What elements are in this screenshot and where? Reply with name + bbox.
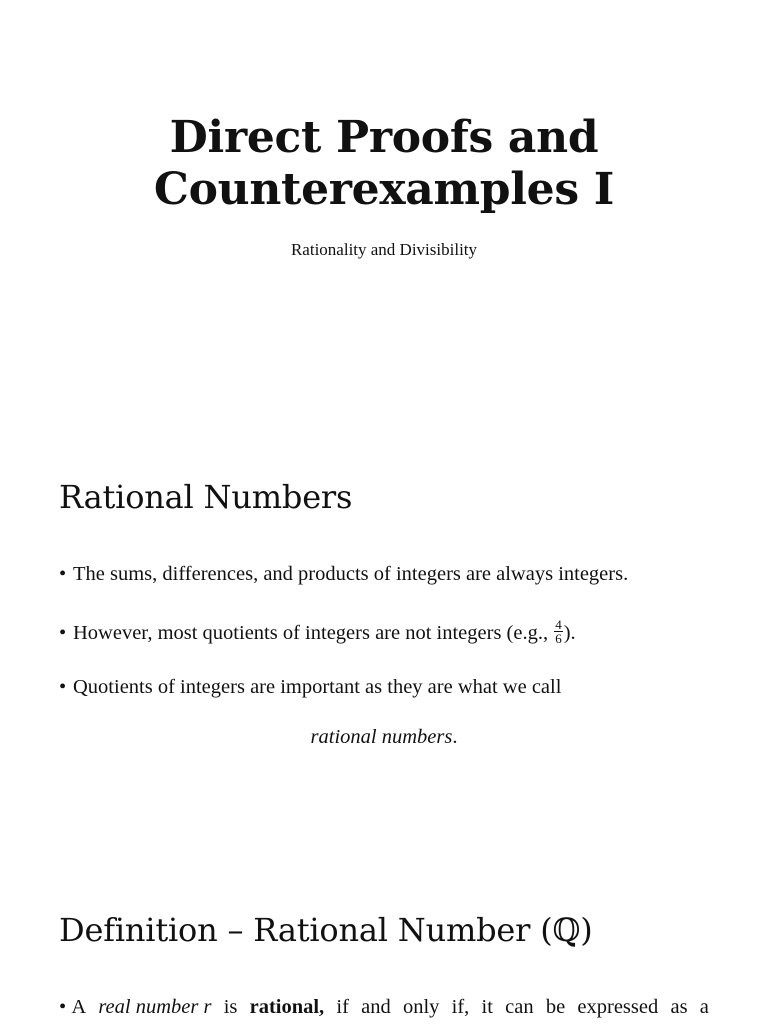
bullet-text-suffix: ). [563, 622, 576, 644]
slide-subtitle: Rationality and Divisibility [290, 240, 478, 259]
word: as [670, 996, 688, 1018]
fraction-denominator: 6 [555, 630, 562, 646]
bullet-text: The sums, differences, and products of integers are always integers. [73, 563, 629, 585]
word: is [223, 996, 238, 1018]
word: it [481, 996, 493, 1018]
bullet-item-2 [59, 616, 576, 648]
word: be [545, 996, 566, 1018]
definition-bullet [59, 994, 709, 1020]
term-real-number: real number r [98, 996, 212, 1018]
word: and [361, 996, 391, 1018]
bullet-dot: • A [59, 996, 87, 1018]
term-rational: rational, [249, 996, 325, 1018]
bullet-dot: • [59, 563, 67, 585]
bullet-item-3 [59, 674, 561, 700]
bullet-item-3-continuation [0, 724, 768, 750]
word: a [699, 996, 709, 1018]
slide-title [0, 112, 768, 216]
word: if, [451, 996, 470, 1018]
word: if [336, 996, 349, 1018]
section-heading-definition: Definition – Rational Number (ℚ) [59, 911, 593, 949]
slide-title-line-2: Counterexamples I [153, 164, 615, 215]
emphasis-rational-numbers: rational numbers [310, 726, 453, 748]
continuation-period: . [452, 726, 458, 748]
fraction-example [554, 618, 563, 645]
bullet-item-1 [59, 561, 628, 587]
word: only [402, 996, 440, 1018]
fraction-numerator: 4 [555, 616, 562, 632]
bullet-dot: • [59, 676, 67, 698]
section-heading-rational-numbers: Rational Numbers [59, 478, 353, 516]
slide-title-line-1: Direct Proofs and [169, 112, 599, 163]
word: can [505, 996, 534, 1018]
bullet-text: However, most quotients of integers are not integers (e.g., [73, 622, 554, 644]
bullet-dot: • [59, 622, 67, 644]
bullet-text: Quotients of integers are important as they are what we call [73, 676, 562, 698]
word: expressed [577, 996, 659, 1018]
